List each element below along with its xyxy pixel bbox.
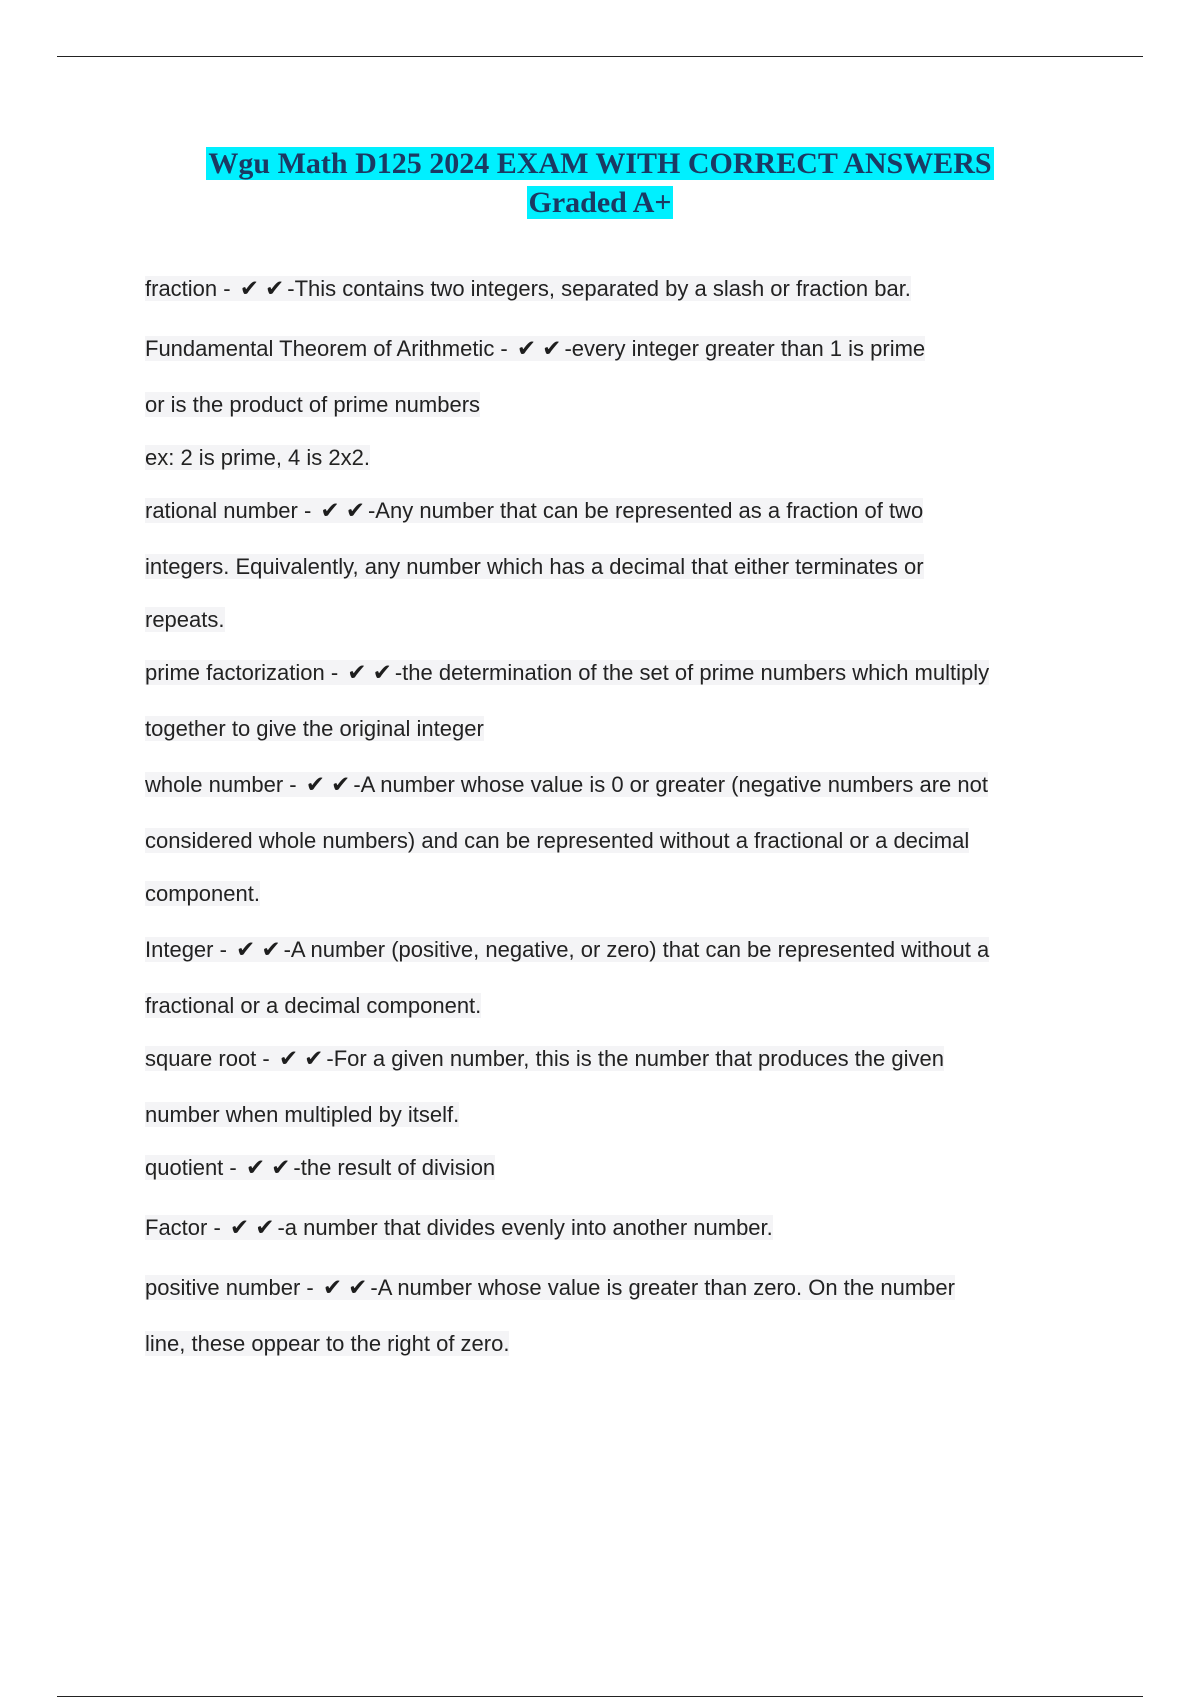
term: whole number -	[145, 772, 303, 797]
entry-fraction	[145, 274, 1095, 304]
term: Integer -	[145, 937, 234, 962]
entry-rational-number	[145, 496, 1095, 526]
definition-continuation: or is the product of prime numbers	[145, 392, 481, 417]
check-icon: ✔	[347, 660, 367, 686]
check-icon: ✔	[245, 1155, 266, 1181]
term: square root -	[145, 1046, 276, 1071]
definition-continuation: together to give the original integer	[145, 716, 484, 741]
term: Fundamental Theorem of Arithmetic -	[145, 336, 514, 361]
entry-quotient	[145, 1153, 1095, 1183]
check-icon: ✔	[331, 772, 351, 798]
check-icon: ✔	[255, 1215, 275, 1241]
check-icon: ✔	[322, 1275, 343, 1301]
term: fraction -	[145, 276, 237, 301]
entry-positive-number	[145, 1273, 1095, 1303]
entry-prime-factorization	[145, 658, 1095, 688]
term: rational number -	[145, 498, 318, 523]
title-line-1: Wgu Math D125 2024 EXAM WITH CORRECT ANSWERS	[208, 147, 992, 180]
term: prime factorization -	[145, 660, 345, 685]
check-icon: ✔	[516, 336, 537, 362]
definition-continuation: component.	[145, 881, 260, 906]
entry-square-root	[145, 1044, 1095, 1074]
definition-continuation: repeats.	[145, 607, 225, 632]
check-icon: ✔	[264, 276, 285, 302]
definition: -every integer greater than 1 is prime	[564, 336, 926, 361]
entry-factor	[145, 1213, 1095, 1243]
definition: -Any number that can be represented as a fraction of two	[367, 498, 924, 523]
term: quotient -	[145, 1155, 243, 1180]
definition: -A number (positive, negative, or zero) that can be represented without a	[283, 937, 990, 962]
check-icon: ✔	[305, 772, 326, 798]
check-icon: ✔	[348, 1275, 368, 1301]
entry-fundamental-theorem	[145, 334, 1095, 364]
check-icon: ✔	[320, 498, 340, 524]
definition-continuation: line, these oppear to the right of zero.	[145, 1331, 510, 1356]
check-icon: ✔	[239, 276, 259, 302]
check-icon: ✔	[271, 1155, 291, 1181]
footer-rule	[57, 1696, 1143, 1697]
definition: -the determination of the set of prime numbers which multiply	[394, 660, 990, 685]
entry-whole-number	[145, 770, 1095, 800]
check-icon: ✔	[278, 1046, 299, 1072]
check-icon: ✔	[304, 1046, 324, 1072]
title-line-2: Graded A+	[528, 186, 672, 219]
entry-integer	[145, 935, 1095, 965]
definition: -This contains two integers, separated by a slash or fraction bar.	[287, 276, 911, 301]
definition-continuation: ex: 2 is prime, 4 is 2x2.	[145, 445, 370, 470]
definition: -For a given number, this is the number that produces the given	[326, 1046, 944, 1071]
term: positive number -	[145, 1275, 320, 1300]
definition-continuation: integers. Equivalently, any number which has a decimal that either terminates or	[145, 554, 924, 579]
definition-continuation: considered whole numbers) and can be represented without a fractional or a decimal	[145, 828, 970, 853]
check-icon: ✔	[261, 937, 281, 963]
term: Factor -	[145, 1215, 227, 1240]
check-icon: ✔	[542, 336, 562, 362]
check-icon: ✔	[345, 498, 365, 524]
definition: -A number whose value is greater than zero. On the number	[370, 1275, 955, 1300]
definition: -the result of division	[293, 1155, 496, 1180]
definition: -A number whose value is 0 or greater (negative numbers are not	[353, 772, 988, 797]
check-icon: ✔	[229, 1215, 250, 1241]
definition: -a number that divides evenly into another number.	[277, 1215, 773, 1240]
check-icon: ✔	[236, 937, 256, 963]
definition-continuation: fractional or a decimal component.	[145, 993, 482, 1018]
flashcard-list	[145, 274, 1095, 1359]
header-rule	[57, 56, 1143, 57]
document-title	[0, 144, 1200, 222]
definition-continuation: number when multipled by itself.	[145, 1102, 460, 1127]
check-icon: ✔	[372, 660, 392, 686]
